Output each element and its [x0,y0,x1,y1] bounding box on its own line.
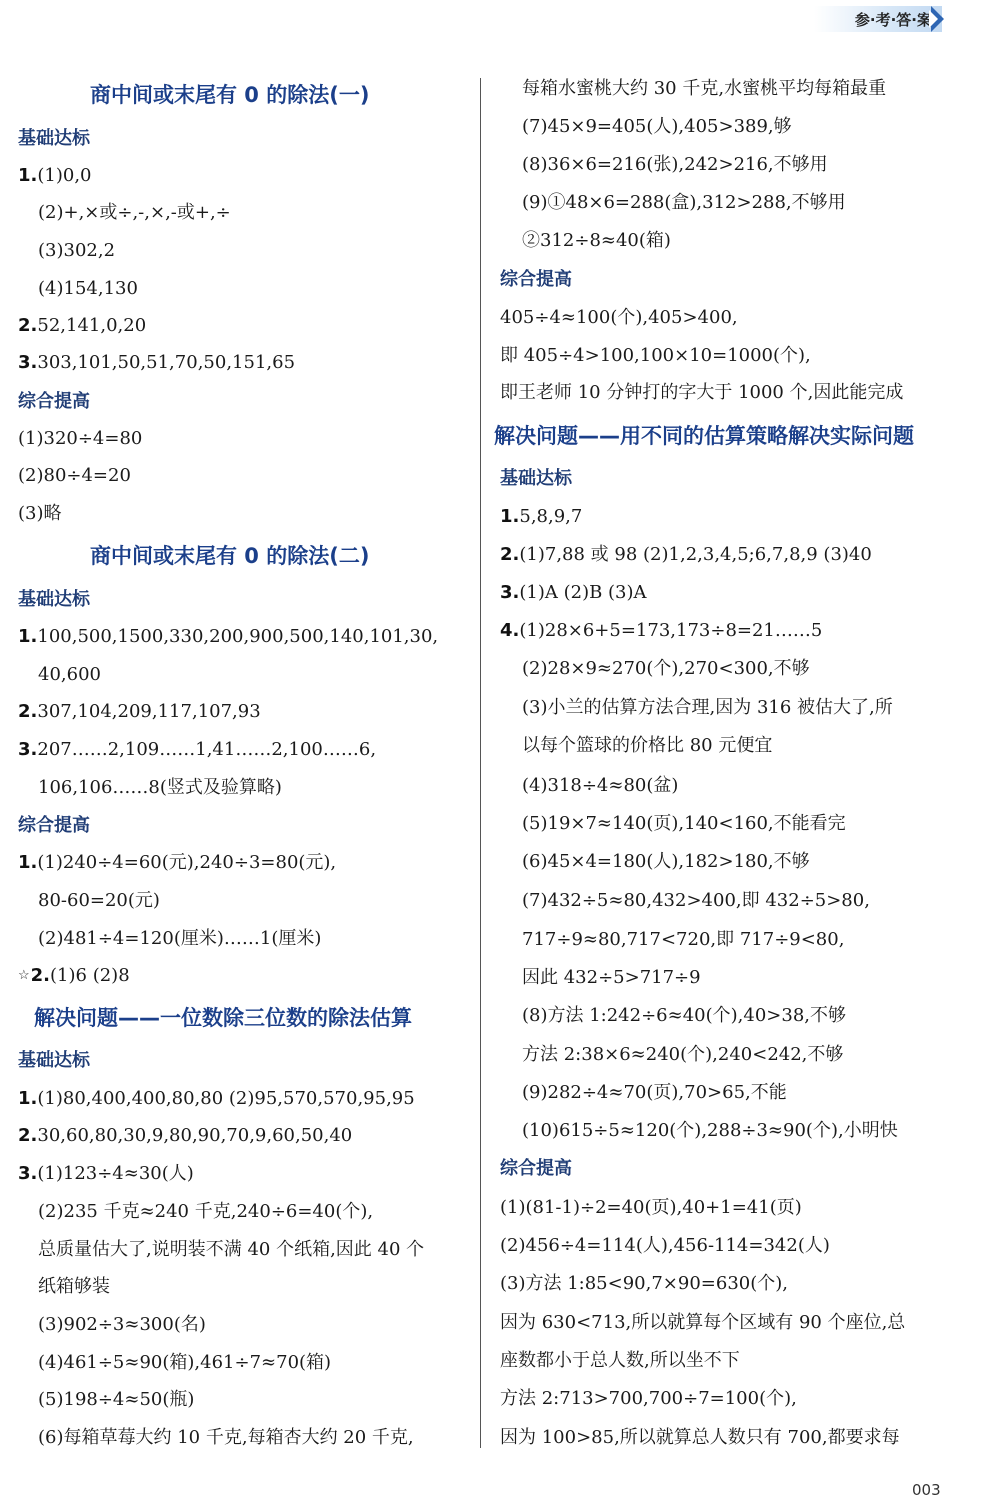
answer-line: (8)36×6=216(张),242>216,不够用 [522,154,828,175]
answer-text: 5,8,9,7 [519,506,583,527]
answer-line: (8)方法 1:242÷6≈40(个),40>38,不够 [522,1005,846,1026]
subsection-basic: 基础达标 [500,468,572,489]
subsection-basic: 基础达标 [18,589,90,610]
answer-line: (6)每箱草莓大约 10 千克,每箱杏大约 20 千克, [38,1427,414,1448]
answer-line: 即 405÷4>100,100×10=1000(个), [500,345,811,366]
answer-line: 717÷9≈80,717<720,即 717÷9<80, [522,929,845,950]
answer-line [18,851,336,875]
answer-text: 303,101,50,51,70,50,151,65 [37,352,296,373]
section-title: 解决问题——一位数除三位数的除法估算 [34,1006,412,1030]
answer-line: (4)318÷4≈80(盆) [522,775,679,796]
item-number: 3. [18,352,38,373]
answer-line [18,700,261,724]
answer-line: 座数都小于总人数,所以坐不下 [500,1350,740,1371]
subsection-advanced: 综合提高 [18,391,90,412]
answer-line: (10)615÷5≈120(个),288÷3≈90(个),小明快 [522,1120,898,1141]
section-title: 商中间或末尾有 0 的除法(二) [90,544,370,568]
subsection-advanced: 综合提高 [500,1158,572,1179]
answer-text: 100,500,1500,330,200,900,500,140,101,30, [37,626,439,647]
answer-line: (5)198÷4≈50(瓶) [38,1389,195,1410]
header-arrow-inner-icon [929,10,938,28]
answer-line [18,1162,194,1186]
subsection-basic: 基础达标 [18,128,90,149]
answer-line: (3)略 [18,503,62,524]
answer-line: 方法 2:38×6≈240(个),240<242,不够 [522,1044,844,1065]
item-number: 1. [500,506,520,527]
answer-line: 因此 432÷5>717÷9 [522,967,701,988]
answer-line [18,1087,415,1111]
answer-text: (1)123÷4≈30(人) [37,1163,194,1184]
star-icon: ☆ [18,968,30,983]
answer-line: (5)19×7≈140(页),140<160,不能看完 [522,813,846,834]
answer-line: 每箱水蜜桃大约 30 千克,水蜜桃平均每箱最重 [522,78,887,99]
item-number: 3. [18,739,38,760]
item-number: 1. [18,165,38,186]
answer-line: 因为 630<713,所以就算每个区域有 90 个座位,总 [500,1312,906,1333]
answer-line: 80-60=20(元) [38,890,160,911]
item-number: 2. [18,1125,38,1146]
item-number: 2. [500,544,520,565]
column-divider [480,78,481,1448]
answer-line: (2)481÷4=120(厘米)……1(厘米) [38,928,322,949]
answer-line [500,543,872,567]
answer-line [18,314,146,338]
answer-line: (3)302,2 [38,240,116,261]
answer-line: 405÷4≈100(个),405>400, [500,307,738,328]
answer-line: 40,600 [38,664,101,685]
answer-line [500,581,647,605]
answer-text: (1)80,400,400,80,80 (2)95,570,570,95,95 [37,1088,415,1109]
answer-line: (2)80÷4=20 [18,465,131,486]
item-number: 4. [500,620,520,641]
item-number: 1. [18,626,38,647]
answer-line: (3)方法 1:85<90,7×90=630(个), [500,1273,788,1294]
answer-line [18,1124,352,1148]
answer-line: (4)461÷5≈90(箱),461÷7≈70(箱) [38,1352,332,1373]
answer-line: (7)45×9=405(人),405>389,够 [522,116,792,137]
answer-line: (4)154,130 [38,278,138,299]
answer-text: (1)240÷4=60(元),240÷3=80(元), [37,852,337,873]
item-number: 2. [18,315,38,336]
answer-text: (1)A (2)B (3)A [519,582,647,603]
section-title: 解决问题——用不同的估算策略解决实际问题 [494,424,914,448]
subsection-advanced: 综合提高 [18,815,90,836]
answer-line: 因为 100>85,所以就算总人数只有 700,都要求每 [500,1427,900,1448]
header-label [814,6,942,32]
answer-line [500,619,822,643]
answer-line: (6)45×4=180(人),182>180,不够 [522,851,810,872]
answer-line: (3)小兰的估算方法合理,因为 316 被估大了,所 [522,697,893,718]
item-number: 3. [500,582,520,603]
answer-line [500,505,582,529]
section-title: 商中间或末尾有 0 的除法(一) [90,83,370,107]
answer-line: 纸箱够装 [38,1276,110,1297]
answer-line: (7)432÷5≈80,432>400,即 432÷5>80, [522,890,870,911]
item-number: 2. [30,965,51,986]
answer-text: 207……2,109……1,41……2,100……6, [37,739,377,760]
subsection-advanced: 综合提高 [500,269,572,290]
item-number: 3. [18,1163,38,1184]
item-number: 2. [18,701,38,722]
answer-line [18,738,376,762]
answer-line: 即王老师 10 分钟打的字大于 1000 个,因此能完成 [500,382,904,403]
answer-line: (2)28×9≈270(个),270<300,不够 [522,658,810,679]
answer-line: (2)456÷4=114(人),456-114=342(人) [500,1235,830,1256]
answer-text: 52,141,0,20 [37,315,147,336]
header-label-text: 参·考·答·案 [854,10,932,29]
answer-line: (9)①48×6=288(盒),312>288,不够用 [522,192,846,213]
item-number: 1. [18,1088,38,1109]
answer-line [18,625,438,649]
answer-line: (1)320÷4=80 [18,428,143,449]
answer-line: 总质量估大了,说明装不满 40 个纸箱,因此 40 个 [38,1239,425,1260]
answer-line: (2)+,×或÷,-,×,-或+,÷ [38,202,231,223]
answer-text: (1)28×6+5=173,173÷8=21……5 [519,620,823,641]
answer-line [18,164,92,188]
subsection-basic: 基础达标 [18,1050,90,1071]
item-number: 1. [18,852,38,873]
answer-line: 106,106……8(竖式及验算略) [38,777,282,798]
answer-line: 以每个篮球的价格比 80 元便宜 [522,735,773,756]
answer-text: 307,104,209,117,107,93 [37,701,261,722]
answer-line [18,351,295,375]
answer-line [18,964,130,988]
answer-line: ②312÷8≈40(箱) [522,230,671,251]
page-number: 003 [912,1481,941,1499]
answer-text: 30,60,80,30,9,80,90,70,9,60,50,40 [37,1125,353,1146]
answer-line: (3)902÷3≈300(名) [38,1314,206,1335]
answer-line: 方法 2:713>700,700÷7=100(个), [500,1388,797,1409]
answer-text: (1)0,0 [37,165,92,186]
answer-text: (1)6 (2)8 [50,965,130,986]
answer-line: (2)235 千克≈240 千克,240÷6=40(个), [38,1201,374,1222]
answer-text: (1)7,88 或 98 (2)1,2,3,4,5;6,7,8,9 (3)40 [519,544,872,565]
answer-line: (9)282÷4≈70(页),70>65,不能 [522,1082,787,1103]
answer-line: (1)(81-1)÷2=40(页),40+1=41(页) [500,1197,802,1218]
